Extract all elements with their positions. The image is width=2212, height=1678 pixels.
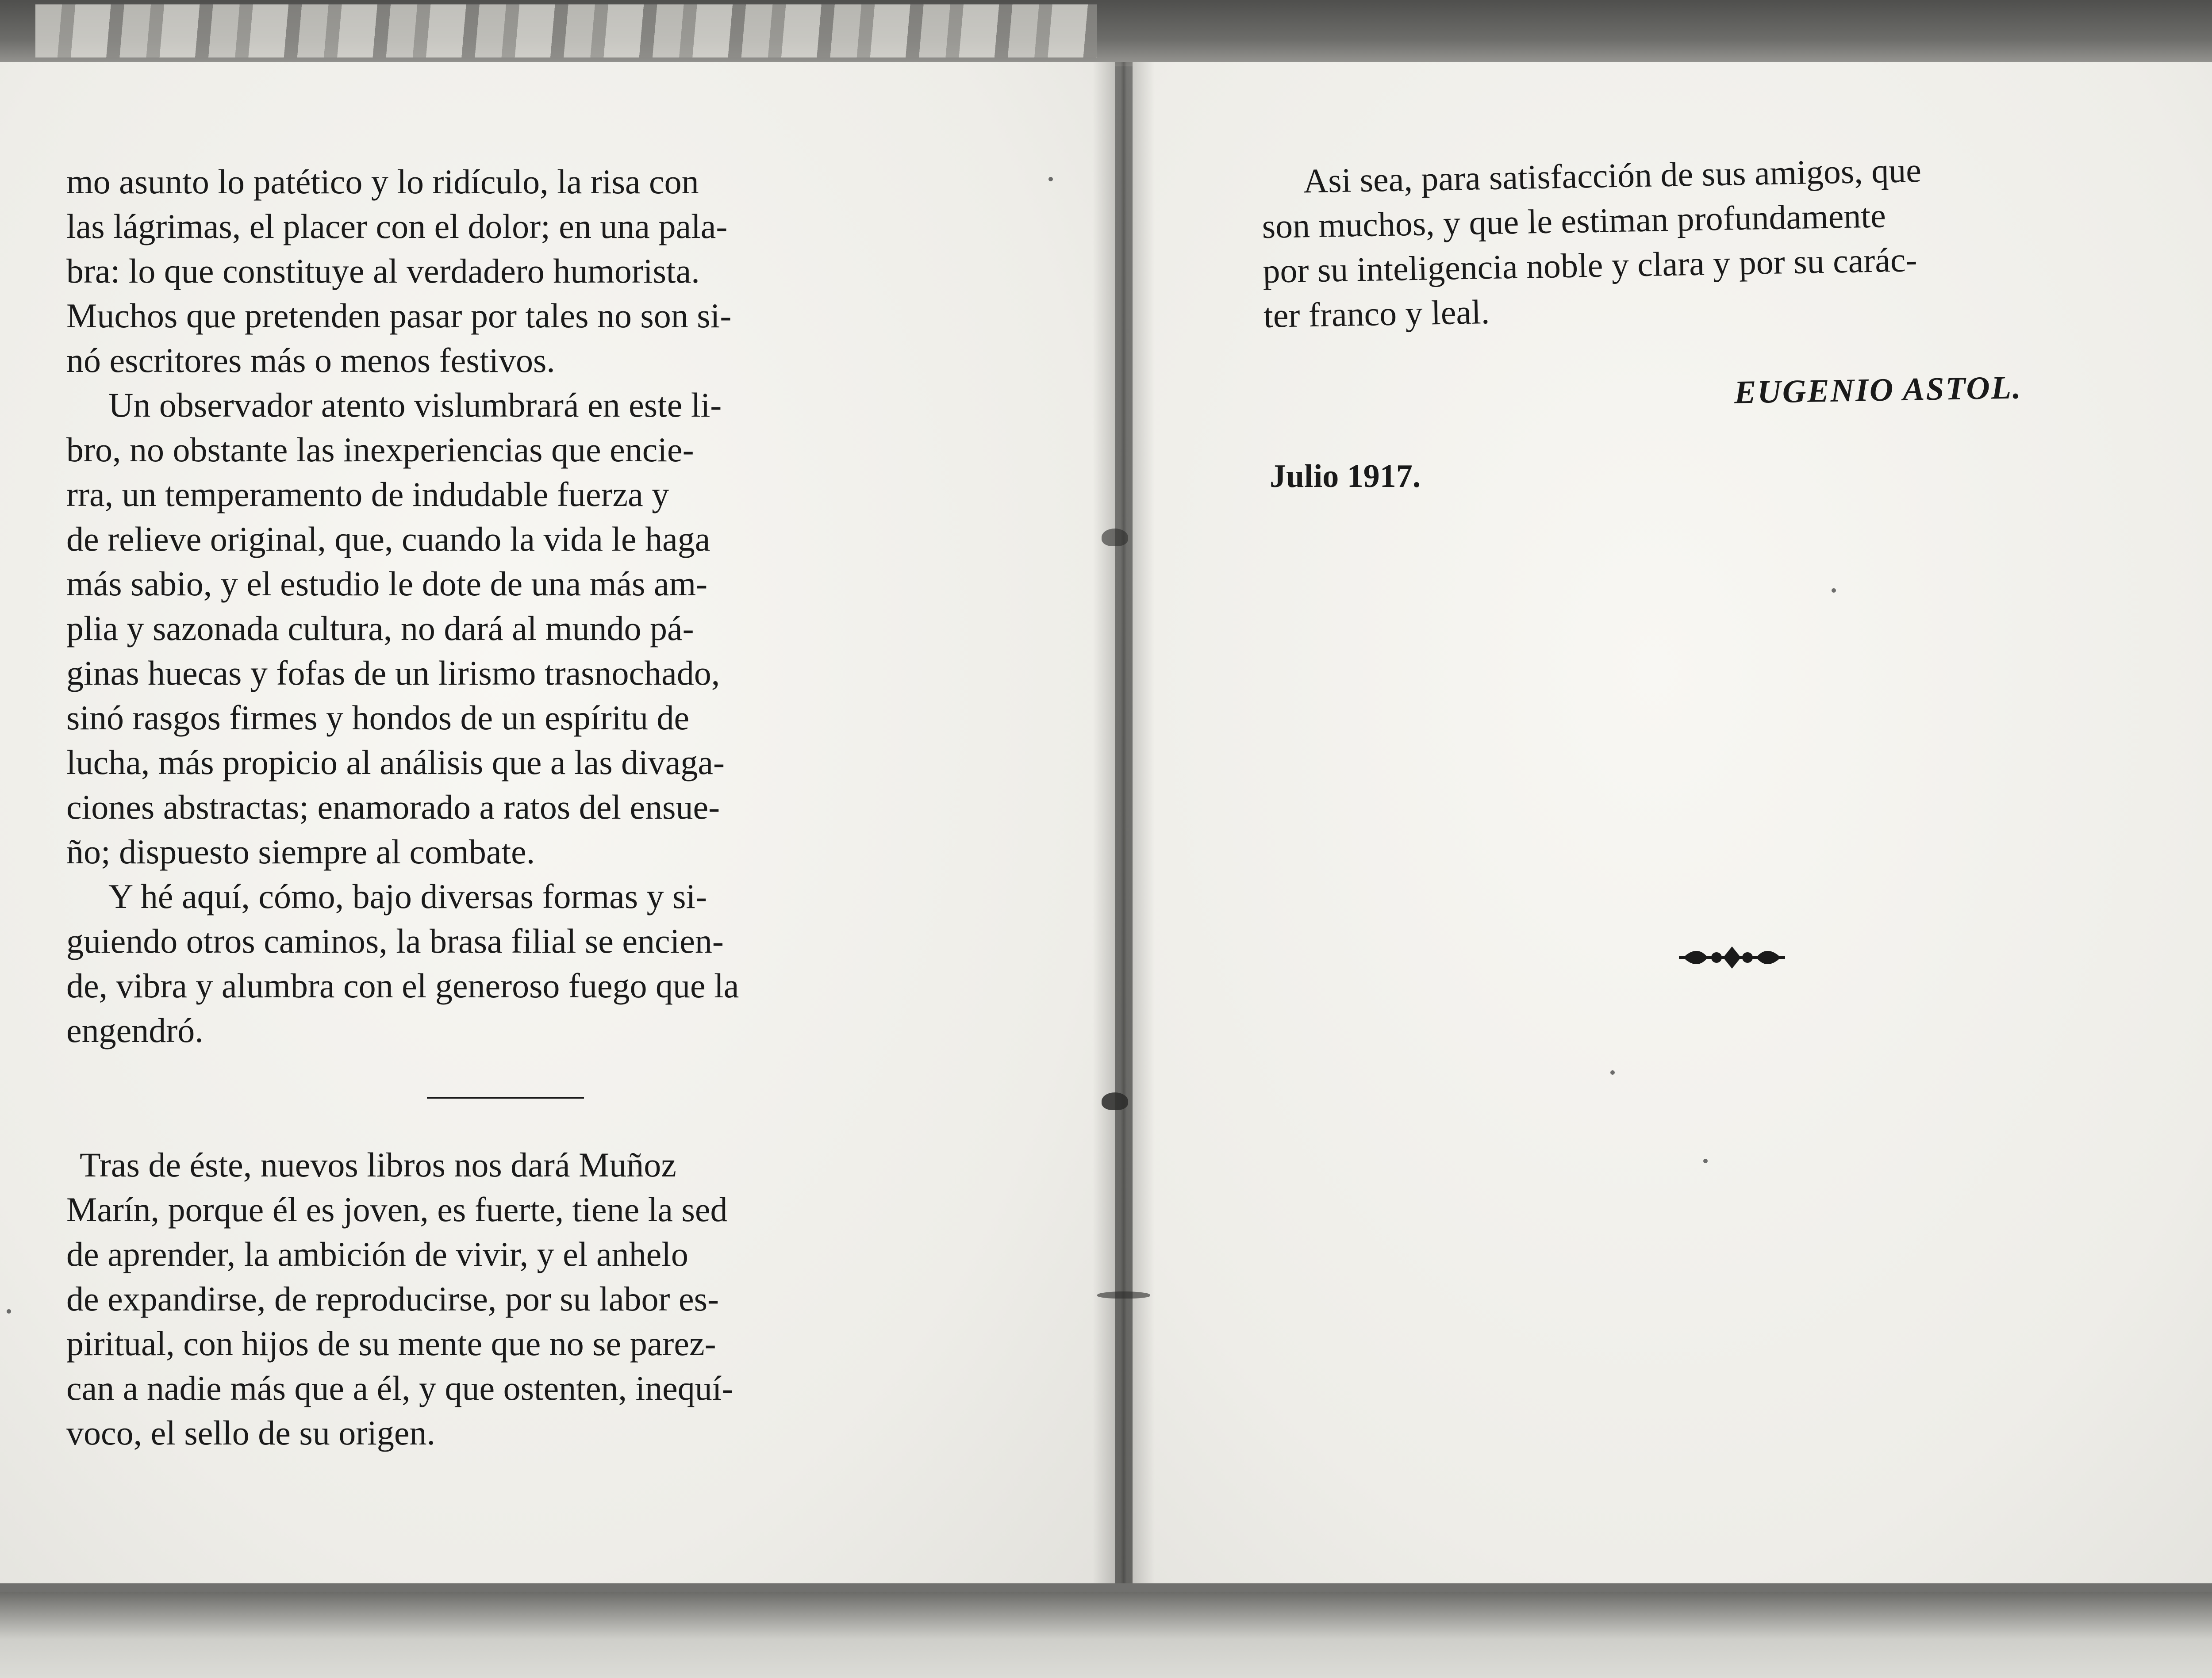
paper-speck — [1048, 177, 1053, 181]
left-paragraph-3: Y hé aquí, cómo, bajo diversas formas y si- guiendo otros caminos, la brasa filial se encien- de, vibra y alumbra con el generoso fuego que la engendró. — [66, 877, 739, 1050]
paper-speck — [1703, 1159, 1708, 1163]
left-paragraph-1: mo asunto lo patético y lo ridículo, la risa con las lágrimas, el placer con el dolor; en una pala- bra: lo que constituye al verdadero humorista. Muchos que pretenden pasar por tales no son si- nó escritores más o menos festivos. — [66, 162, 732, 379]
author-signature: EUGENIO ASTOL. — [1734, 369, 2023, 411]
binding-stitch — [1102, 1092, 1128, 1110]
left-closing-paragraph: Tras de éste, nuevos libros nos dará Muñoz Marín, porque él es joven, es fuerte, tiene la sed de aprender, la ambición de vivir, y el anhelo de expandirse, de reproducirse, por su labor es- piritual, con hijos de su mente que no se parez- can a nadie más que a él, y que ostenten, inequí- voco, el sello de su origen. — [66, 1145, 733, 1452]
section-divider — [427, 1097, 584, 1099]
torn-binding-tape — [35, 4, 1097, 57]
binding-stitch — [1097, 1291, 1150, 1299]
binding-stitch — [1102, 529, 1128, 546]
left-page-text — [66, 159, 945, 1053]
right-paragraph: Asi sea, para satisfacción de sus amigos, que son muchos, y que le estiman profundamente por su inteligencia noble y clara y por su carác- ter franco y leal. — [1261, 150, 1922, 335]
left-paragraph-2: Un observador atento vislumbrará en este li- bro, no obstante las inexperiencias que encie- rra, un temperamento de indudable fuerza y de relieve original, que, cuando la vida le haga más sabio, y el estudio le dote de una más am- plia y sazonada cultura, no dará al mundo pá- ginas huecas y fofas de un lirismo trasnochado, sinó rasgos firmes y hondos de un espíritu de lucha, más propicio al análisis que a las divaga- ciones abstractas; enamorado a ratos del ensue- ño; dispuesto siempre al combate. — [66, 386, 725, 871]
floral-ornament-icon — [1674, 938, 1790, 977]
paper-speck — [1832, 588, 1836, 593]
paper-speck — [7, 1309, 11, 1314]
scan-backdrop-bottom — [0, 1592, 2212, 1678]
book-gutter — [1093, 62, 1155, 1583]
paper-speck — [1610, 1070, 1615, 1075]
left-page-closing-text — [66, 1142, 945, 1455]
date-line: Julio 1917. — [1270, 458, 1421, 494]
right-page-text — [1261, 144, 2147, 338]
